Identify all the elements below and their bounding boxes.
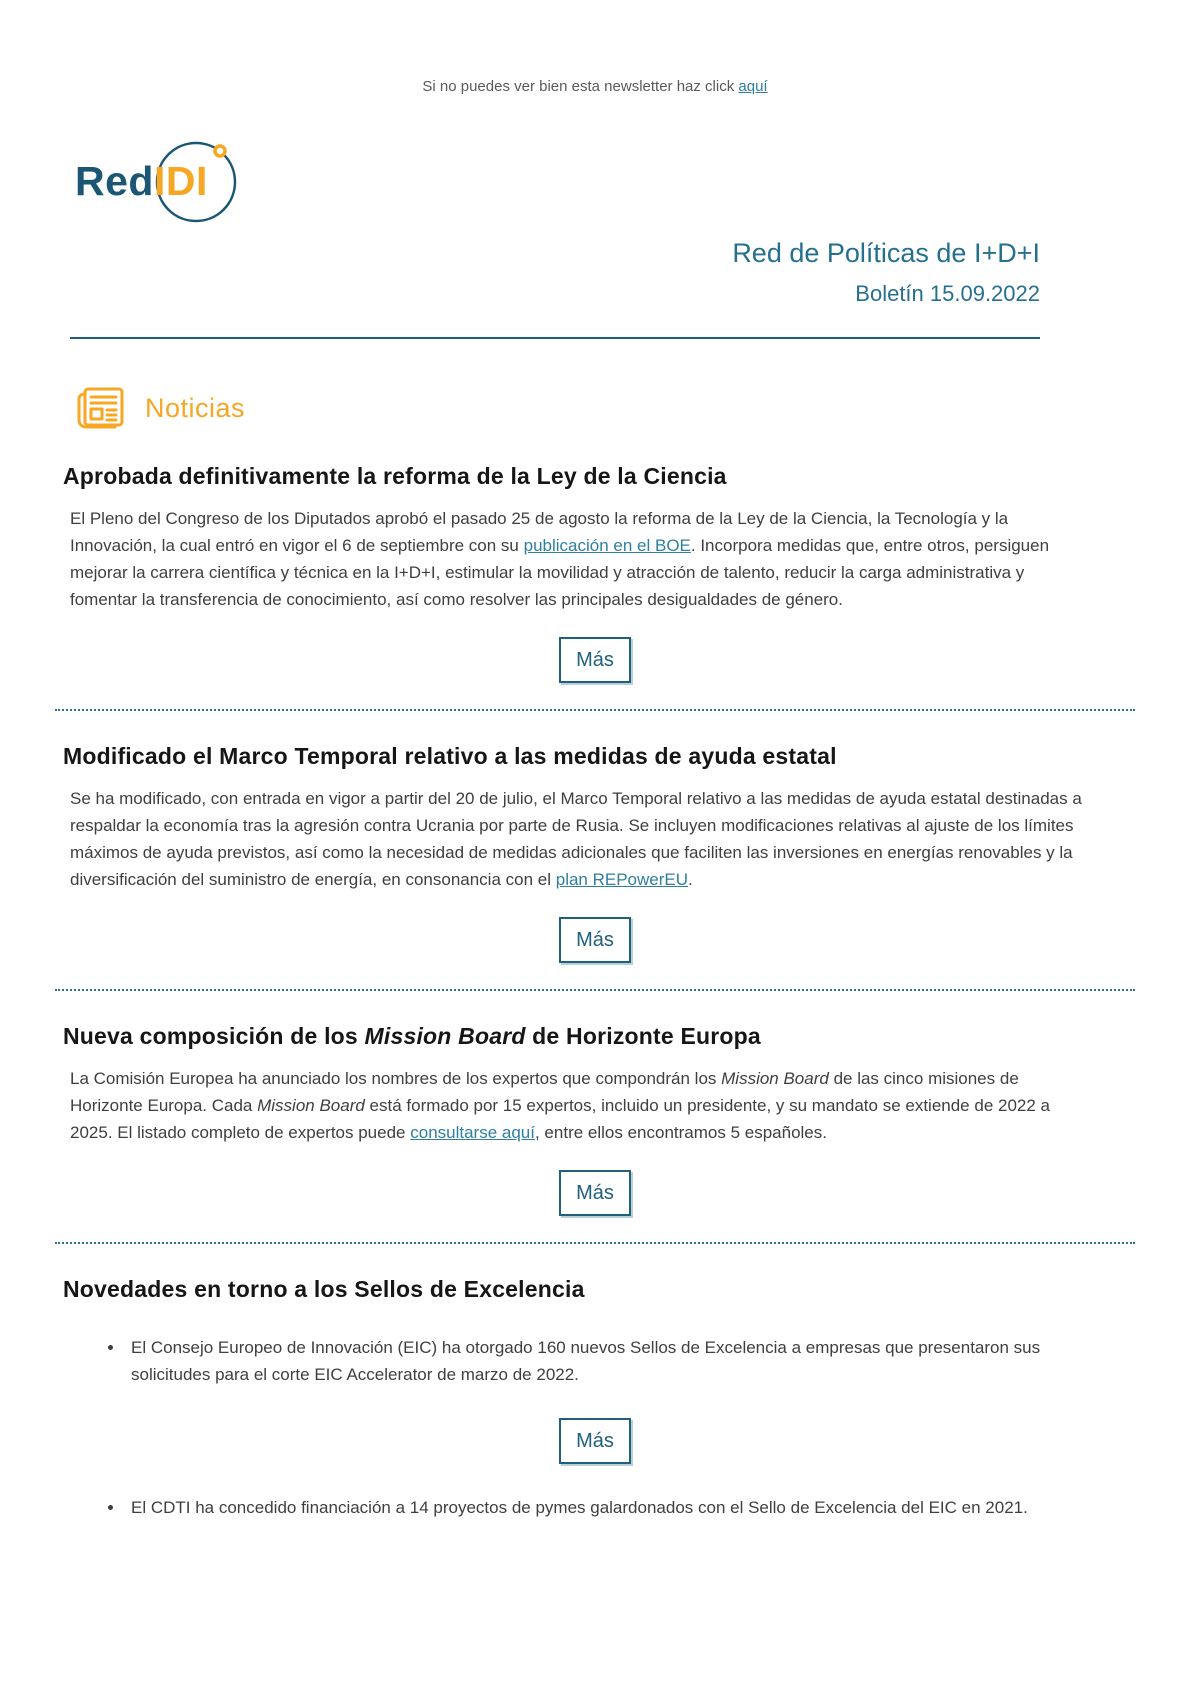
text-segment: El CDTI ha concedido financiación a 14 proyectos de pymes galardonados con el Sello de Excelencia del EIC en 2021. xyxy=(131,1498,1028,1517)
bullet-item xyxy=(125,1334,1090,1388)
more-button[interactable]: Más xyxy=(559,1170,631,1216)
view-online-notice xyxy=(55,78,1135,95)
article-mission-board xyxy=(55,1021,1135,1216)
newsletter-title: Red de Políticas de I+D+I xyxy=(732,238,1040,268)
newsletter-header xyxy=(55,235,1040,309)
article-body xyxy=(70,505,1090,613)
inline-link[interactable]: publicación en el BOE xyxy=(523,536,691,555)
logo-text-red: Red xyxy=(75,158,154,204)
article-ley-ciencia xyxy=(55,461,1135,683)
inline-link[interactable]: consultarse aquí xyxy=(410,1123,535,1142)
article-title xyxy=(63,1274,1090,1304)
text-segment: de las cinco misiones de Horizonte Europa. Cada xyxy=(70,1069,1019,1115)
bullet-list xyxy=(70,1334,1090,1388)
text-segment: Novedades en torno a los Sellos de Excelencia xyxy=(63,1276,585,1302)
text-segment: El Consejo Europeo de Innovación (EIC) ha otorgado 160 nuevos Sellos de Excelencia a empresas que presentaron sus solicitudes para el corte EIC Accelerator de marzo de 2022. xyxy=(131,1338,1041,1384)
article-marco-temporal xyxy=(55,741,1135,963)
section-title: Noticias xyxy=(145,392,246,423)
bullet-list xyxy=(70,1494,1090,1521)
text-segment: Nueva composición de los xyxy=(63,1023,365,1049)
italic-text: Mission Board xyxy=(721,1069,829,1088)
italic-text: Mission Board xyxy=(364,1023,526,1049)
header-divider xyxy=(70,337,1040,339)
bullet-item xyxy=(125,1494,1090,1521)
text-segment: está formado por 15 expertos, incluido un presidente, y su mandato se extiende de 2022 a 2025. El listado completo de expertos puede xyxy=(70,1096,1050,1142)
view-online-text: Si no puedes ver bien esta newsletter haz click xyxy=(422,78,735,95)
text-segment: El Pleno del Congreso de los Diputados aprobó el pasado 25 de agosto la reforma de la Ley de la Ciencia, la Tecnología y la Innovación, la cual entró en vigor el 6 de septiembre con su xyxy=(70,509,1009,555)
text-segment: . Incorpora medidas que, entre otros, persiguen mejorar la carrera científica y técnica en la I+D+I, estimular la movilidad y atracción de talento, reducir la carga administrativa y fomentar la transferencia de conocimiento, así como resolver las principales desigualdades de género. xyxy=(70,536,1050,609)
text-segment: Modificado el Marco Temporal relativo a las medidas de ayuda estatal xyxy=(63,743,837,769)
inline-link[interactable]: plan REPowerEU xyxy=(555,870,689,889)
view-online-link[interactable]: aquí xyxy=(738,78,768,95)
article-title xyxy=(63,741,1090,771)
newspaper-icon xyxy=(75,385,125,431)
text-segment: de Horizonte Europa xyxy=(525,1023,761,1049)
logo-text xyxy=(75,158,208,204)
more-button[interactable]: Más xyxy=(559,1418,631,1464)
italic-text: Mission Board xyxy=(257,1096,365,1115)
more-button[interactable]: Más xyxy=(559,637,631,683)
text-segment: Se ha modificado, con entrada en vigor a partir del 20 de julio, el Marco Temporal relativo a las medidas de ayuda estatal destinadas a respaldar la economía tras la agresión contra Ucrania por parte de Rusia. Se incluyen modificaciones relativas al ajuste de los límites máximos de ayuda previstos, así como la necesidad de medidas adicionales que faciliten las inversiones en energías renovables y la diversificación del suministro de energía, en consonancia con el xyxy=(70,789,1082,889)
article-title xyxy=(63,1021,1090,1051)
article-title xyxy=(63,461,1090,491)
noticias-section-header xyxy=(75,385,1135,431)
text-segment: La Comisión Europea ha anunciado los nombres de los expertos que compondrán los xyxy=(70,1069,722,1088)
newsletter-date: Boletín 15.09.2022 xyxy=(855,281,1040,306)
dotted-divider xyxy=(55,1242,1135,1244)
text-segment: Aprobada definitivamente la reforma de la Ley de la Ciencia xyxy=(63,463,727,489)
logo-text-idi: IDI xyxy=(153,158,208,204)
text-segment: . xyxy=(688,870,693,889)
text-segment: , entre ellos encontramos 5 españoles. xyxy=(534,1123,827,1142)
dotted-divider xyxy=(55,989,1135,991)
article-body xyxy=(70,785,1090,893)
article-sellos-excelencia xyxy=(55,1274,1135,1521)
more-button[interactable]: Más xyxy=(559,917,631,963)
redidi-logo xyxy=(75,131,395,231)
dotted-divider xyxy=(55,709,1135,711)
article-body xyxy=(70,1065,1090,1146)
